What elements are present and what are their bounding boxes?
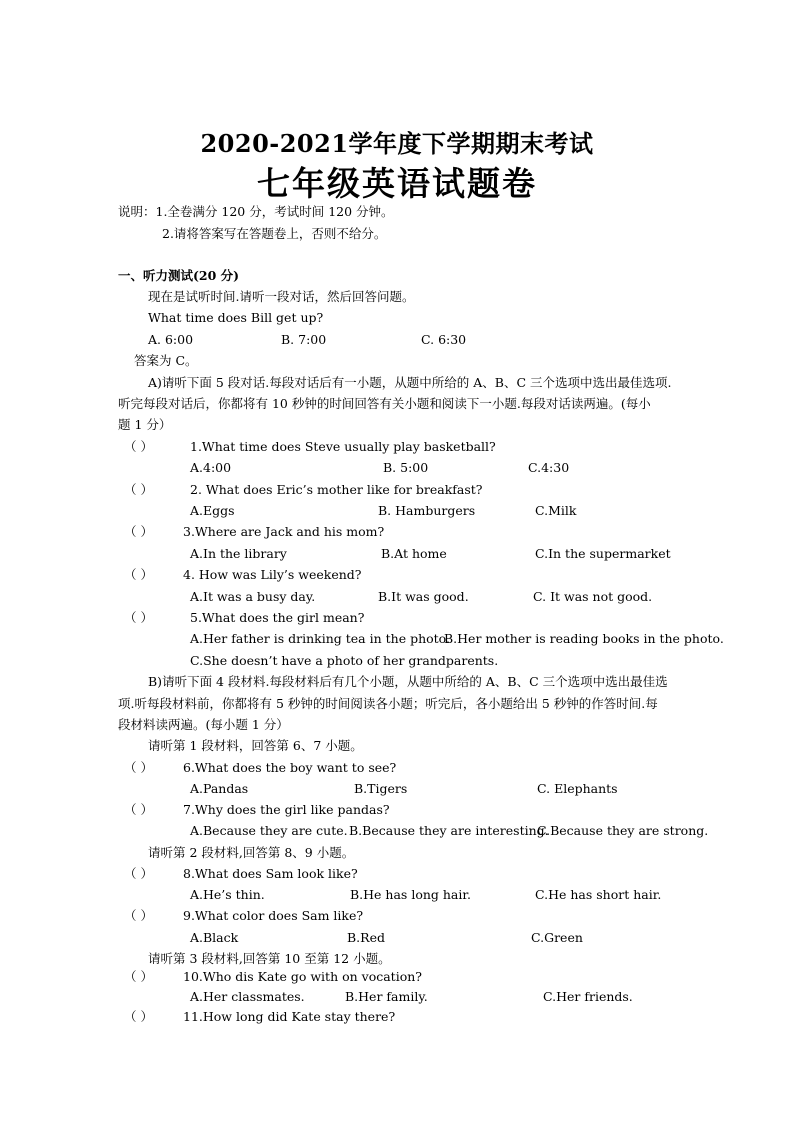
part-b-intro-3: 段材料读两遍。(每小题 1 分） [118,717,289,732]
q2-option-c: C.Milk [535,503,577,518]
question-7: 7.Why does the girl like pandas? [183,802,390,817]
material-1-intro: 请听第 1 段材料，回答第 6、7 小题。 [148,738,363,753]
q4-option-b: B.It was good. [378,589,469,604]
answer-blank-6: （ ） [124,760,153,775]
question-9: 9.What color does Sam like? [183,908,364,923]
answer-blank-5: （ ） [124,610,153,625]
q3-option-c: C.In the supermarket [535,546,671,561]
q5-option-a: A.Her father is drinking tea in the photo. [190,631,450,646]
q1-option-a: A.4:00 [190,460,232,475]
q8-option-c: C.He has short hair. [535,887,662,902]
question-1: 1.What time does Steve usually play basketball? [190,439,496,454]
question-11: 11.How long did Kate stay there? [183,1009,396,1024]
q5-option-c: C.She doesn’t have a photo of her grandparents. [190,653,499,668]
part-a-intro-1: A)请听下面 5 段对话.每段对话后有一小题，从题中所给的 A、B、C 三个选项中选出最佳选项. [148,375,672,390]
example-intro: 现在是试听时间.请听一段对话，然后回答问题。 [148,289,415,304]
material-3-intro: 请听第 3 段材料,回答第 10 至第 12 小题。 [148,951,391,966]
exam-title-subject: 七年级英语试题卷 [257,164,537,203]
q5-option-b: B.Her mother is reading books in the photo. [444,631,724,646]
q1-option-b: B. 5:00 [383,460,429,475]
q6-option-c: C. Elephants [537,781,618,796]
q1-option-c: C.4:30 [528,460,570,475]
q7-option-b: B.Because they are interesting. [349,823,549,838]
material-2-intro: 请听第 2 段材料,回答第 8、9 小题。 [148,845,355,860]
instruction-line-1: 说明：1.全卷满分 120 分，考试时间 120 分钟。 [118,204,394,219]
answer-blank-1: （ ） [124,439,153,454]
example-option-c: C. 6:30 [421,332,467,347]
section-heading-listening: 一、听力测试(20 分) [118,268,240,283]
answer-blank-4: （ ） [124,567,153,582]
example-answer: 答案为 C。 [134,353,198,368]
example-option-b: B. 7:00 [281,332,327,347]
q9-option-a: A.Black [190,930,239,945]
question-10: 10.Who dis Kate go with on vocation? [183,969,422,984]
q6-option-b: B.Tigers [354,781,408,796]
question-6: 6.What does the boy want to see? [183,760,397,775]
q9-option-c: C.Green [531,930,583,945]
q3-option-b: B.At home [381,546,447,561]
q4-option-c: C. It was not good. [533,589,653,604]
answer-blank-11: （ ） [124,1009,153,1024]
q7-option-a: A.Because they are cute. [190,823,348,838]
q8-option-a: A.He’s thin. [190,887,265,902]
answer-blank-7: （ ） [124,802,153,817]
q10-option-c: C.Her friends. [543,989,633,1004]
q10-option-a: A.Her classmates. [190,989,305,1004]
question-8: 8.What does Sam look like? [183,866,358,881]
answer-blank-2: （ ） [124,482,153,497]
instruction-line-2: 2.请将答案写在答题卷上，否则不给分。 [162,226,387,241]
answer-blank-10: （ ） [124,969,153,984]
q6-option-a: A.Pandas [190,781,249,796]
question-5: 5.What does the girl mean? [190,610,365,625]
q2-option-a: A.Eggs [190,503,235,518]
question-2: 2. What does Eric’s mother like for breakfast? [190,482,483,497]
example-question: What time does Bill get up? [148,310,324,325]
q2-option-b: B. Hamburgers [378,503,476,518]
q3-option-a: A.In the library [190,546,287,561]
answer-blank-9: （ ） [124,908,153,923]
q4-option-a: A.It was a busy day. [190,589,316,604]
part-b-intro-1: B)请听下面 4 段材料.每段材料后有几个小题，从题中所给的 A、B、C 三个选项中选出最佳选 [148,674,668,689]
question-3: 3.Where are Jack and his mom? [183,524,385,539]
q7-option-c: C.Because they are strong. [537,823,709,838]
example-option-a: A. 6:00 [148,332,194,347]
q8-option-b: B.He has long hair. [350,887,471,902]
part-a-intro-3: 题 1 分） [118,417,172,432]
question-4: 4. How was Lily’s weekend? [183,567,362,582]
answer-blank-3: （ ） [124,524,153,539]
part-b-intro-2: 项.听每段材料前，你都将有 5 秒钟的时间阅读各小题；听完后，各小题给出 5 秒钟的作答时间.每 [118,696,658,711]
q10-option-b: B.Her family. [345,989,428,1004]
q9-option-b: B.Red [347,930,385,945]
answer-blank-8: （ ） [124,866,153,881]
exam-title-year: 2020-2021学年度下学期期末考试 [200,129,594,158]
part-a-intro-2: 听完每段对话后，你都将有 10 秒钟的时间回答有关小题和阅读下一小题.每段对话读两遍。(每小 [118,396,651,411]
